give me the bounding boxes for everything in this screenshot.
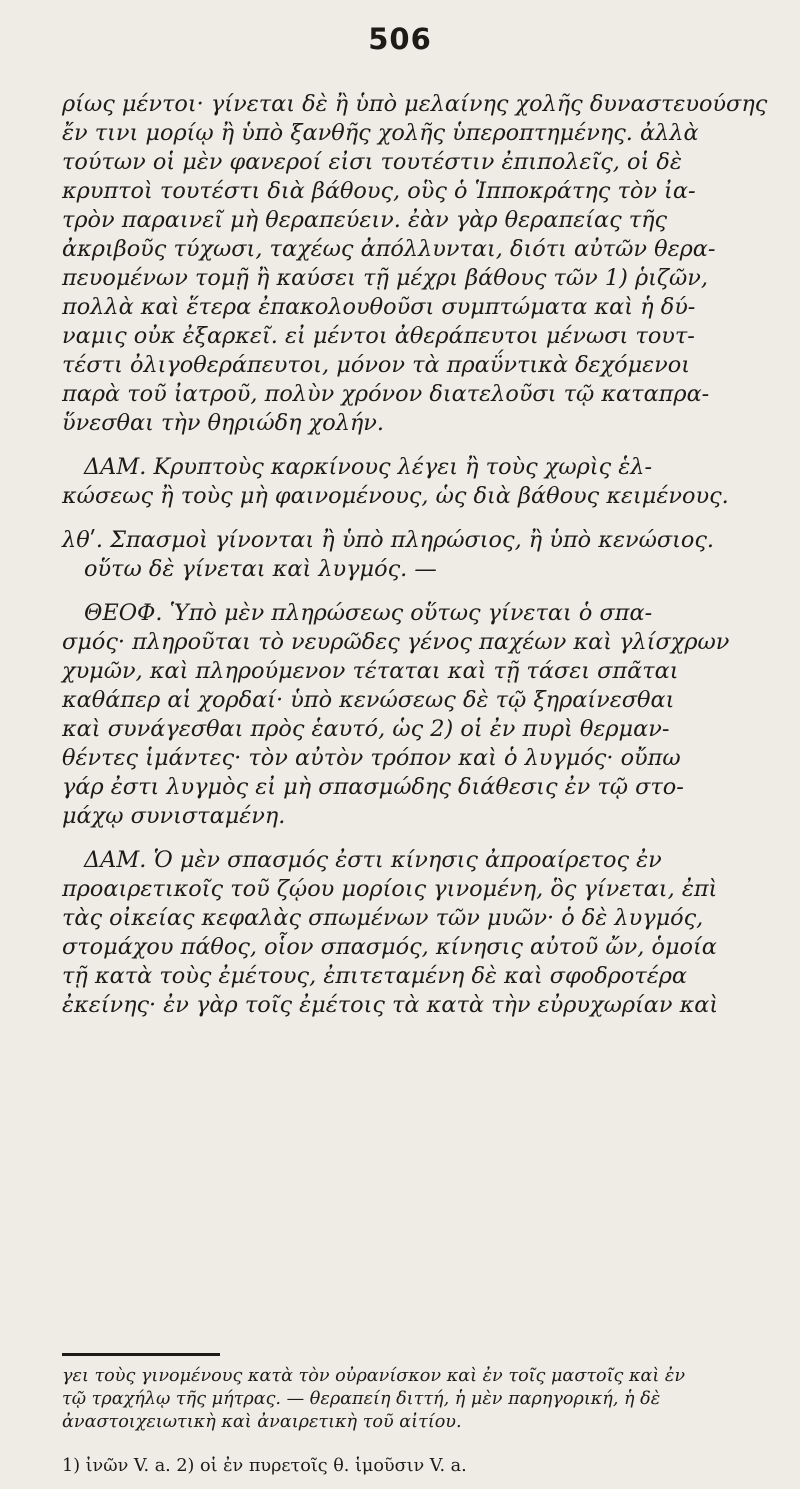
paragraph: [62, 846, 782, 1020]
text-line: τρὸν παραινεῖ μὴ θεραπεύειν. ἐὰν γὰρ θεραπείας τῆς: [62, 207, 668, 233]
text-line: χυμῶν, καὶ πληρούμενον τέταται καὶ τῇ τάσει σπᾶται: [62, 658, 679, 684]
text-line: παρὰ τοῦ ἰατροῦ, πολὺν χρόνον διατελοῦσι τῷ καταπρα-: [62, 381, 710, 407]
text-line: ἐκείνης· ἐν γὰρ τοῖς ἐμέτοις τὰ κατὰ τὴν εὐρυχωρίαν καὶ: [62, 992, 719, 1018]
paragraph: [62, 453, 782, 511]
text-line: πολλὰ καὶ ἕτερα ἐπακολουθοῦσι συμπτώματα καὶ ἡ δύ-: [62, 294, 696, 320]
text-line: λθʹ. Σπασμοὶ γίνονται ἢ ὑπὸ πληρώσιος, ἢ ὑπὸ κενώσιος.: [62, 527, 715, 553]
footnote-line: γει τοὺς γινομένους κατὰ τὸν οὐρανίσκον καὶ ἐν τοῖς μαστοῖς καὶ ἐν: [62, 1366, 686, 1386]
text-line: ΔΑΜ. Ὁ μὲν σπασμός ἐστι κίνησις ἀπροαίρετος ἐν: [84, 847, 662, 873]
main-text: [62, 90, 782, 1020]
text-line: θέντες ἱμάντες· τὸν αὐτὸν τρόπον καὶ ὁ λυγμός· οὔπω: [62, 745, 681, 771]
text-line: οὕτω δὲ γίνεται καὶ λυγμός. —: [84, 556, 437, 582]
text-line: σμός· πληροῦται τὸ νευρῶδες γένος παχέων καὶ γλίσχρων: [62, 629, 730, 655]
text-line: ὕνεσθαι τὴν θηριώδη χολήν.: [62, 410, 385, 436]
text-line: τὰς οἰκείας κεφαλὰς σπωμένων τῶν μυῶν· ὁ δὲ λυγμός,: [62, 905, 704, 931]
text-line: γάρ ἐστι λυγμὸς εἰ μὴ σπασμώδης διάθεσις ἐν τῷ στο-: [62, 774, 684, 800]
footnote-line: τῷ τραχήλῳ τῆς μήτρας. — θεραπείη διττή, ἡ μὲν παρηγορική, ἡ δὲ: [62, 1389, 661, 1409]
footnote-divider: [62, 1353, 220, 1356]
text-line: κώσεως ἢ τοὺς μὴ φαινομένους, ὡς διὰ βάθους κειμένους.: [62, 483, 729, 509]
text-line: καθάπερ αἱ χορδαί· ὑπὸ κενώσεως δὲ τῷ ξηραίνεσθαι: [62, 687, 675, 713]
text-line: κρυπτοὶ τουτέστι διὰ βάθους, οὓς ὁ Ἱπποκράτης τὸν ἰα-: [62, 178, 696, 204]
text-line: ΔΑΜ. Κρυπτοὺς καρκίνους λέγει ἢ τοὺς χωρὶς ἑλ-: [84, 454, 653, 480]
text-line: ΘΕΟΦ. Ὑπὸ μὲν πληρώσεως οὕτως γίνεται ὁ σπα-: [84, 600, 653, 626]
text-line: καὶ συνάγεσθαι πρὸς ἑαυτό, ὡς 2) οἱ ἐν πυρὶ θερμαν-: [62, 716, 670, 742]
text-line: τέστι ὀλιγοθεράπευτοι, μόνον τὰ πραΰντικὰ δεχόμενοι: [62, 352, 691, 378]
text-line: τῇ κατὰ τοὺς ἐμέτους, ἐπιτεταμένη δὲ καὶ σφοδροτέρα: [62, 963, 688, 989]
footnote-text: [62, 1365, 782, 1434]
text-line: ρίως μέντοι· γίνεται δὲ ἢ ὑπὸ μελαίνης χολῆς δυναστευούσης: [62, 91, 768, 117]
text-line: ἀκριβοῦς τύχωσι, ταχέως ἀπόλλυνται, διότι αὐτῶν θερα-: [62, 236, 716, 262]
footnote-line: ἀναστοιχειωτικὴ καὶ ἀναιρετικὴ τοῦ αἰτίου.: [62, 1412, 462, 1432]
text-line: πευομένων τομῇ ἢ καύσει τῇ μέχρι βάθους τῶν 1) ῥιζῶν,: [62, 265, 709, 291]
text-line: ἔν τινι μορίῳ ἢ ὑπὸ ξανθῆς χολῆς ὑπεροπτημένης. ἀλλὰ: [62, 120, 699, 146]
text-line: μάχῳ συνισταμένη.: [62, 803, 286, 829]
text-line: στομάχου πάθος, οἷον σπασμός, κίνησις αὐτοῦ ὤν, ὁμοία: [62, 934, 717, 960]
paragraph: [62, 599, 782, 831]
paragraph: [62, 526, 782, 584]
text-line: ναμις οὐκ ἐξαρκεῖ. εἰ μέντοι ἀθεράπευτοι μένωσι τουτ-: [62, 323, 695, 349]
text-line: τούτων οἱ μὲν φανεροί εἰσι τουτέστιν ἐπιπολεῖς, οἱ δὲ: [62, 149, 682, 175]
page-number: 506: [368, 22, 432, 56]
footnote-references: 1) ἰνῶν V. a. 2) οἱ ἐν πυρετοῖς θ. ἱμοῦσιν V. a.: [62, 1456, 467, 1476]
paragraph: [62, 90, 782, 438]
text-line: προαιρετικοῖς τοῦ ζῴου μορίοις γινομένη, ὃς γίνεται, ἐπὶ: [62, 876, 718, 902]
